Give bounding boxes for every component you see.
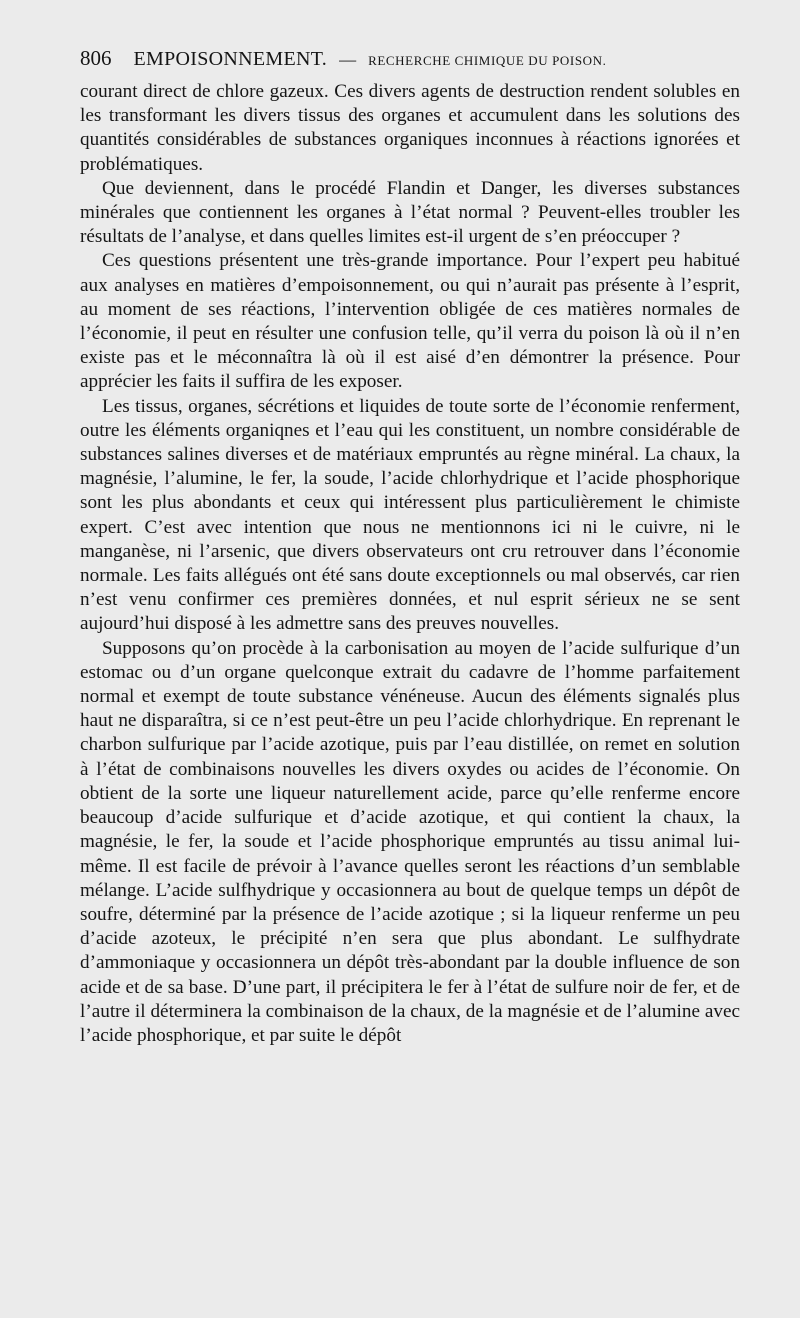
paragraph: Supposons qu’on procède à la carbonisation au moyen de l’acide sulfurique d’un estomac ou d’un organe quelconque extrait du cadavre de l’homme parfaitement normal et exempt de toute substance vénéneuse. Aucun des éléments signalés plus haut ne disparaîtra, si ce n’est peut-être un peu l’acide chlorhydrique. En reprenant le charbon sulfurique par l’acide azotique, puis par l’eau distillée, on remet en solution à l’état de combinaisons nouvelles les divers oxydes ou acides de l’économie. On obtient de la sorte une liqueur naturellement acide, parce qu’elle renferme encore beaucoup d’acide sulfurique et d’acide azotique, et qui contient la chaux, la magnésie, le fer, la soude et l’acide phosphorique empruntés au tissu animal lui-même. Il est facile de prévoir à l’avance quelles seront les réactions d’un semblable mélange. L’acide sulfhydrique y occasionnera au bout de quelque temps un dépôt de soufre, déterminé par la présence de l’acide azotique ; si la liqueur renferme un peu d’acide azoteux, le précipité n’en sera que plus abondant. Le sulfhydrate d’ammoniaque y occasionnera un dépôt très-abondant par la double influence de son acide et de sa base. D’une part, il précipitera le fer à l’état de sulfure noir de fer, et de l’autre il déterminera la combinaison de la chaux, de la magnésie et de l’alumine avec l’acide phosphorique, et par suite le dépôt: [80, 637, 740, 1046]
running-subtitle: RECHERCHE CHIMIQUE DU POISON.: [368, 53, 607, 68]
paragraph: Ces questions présentent une très-grande importance. Pour l’expert peu habitué aux analyses en matières d’empoisonnement, ou qui n’aurait pas présente à l’esprit, au moment de ses réactions, l’intervention obligée de ces matières normales de l’économie, il peut en résulter une confusion telle, qu’il verra du poison là où il n’en existe pas et le méconnaîtra là où il est aisé d’en démontrer la présence. Pour apprécier les faits il suffira de les exposer.: [80, 250, 740, 393]
paragraph: Que deviennent, dans le procédé Flandin et Danger, les diverses substances minérales que contiennent les organes à l’état normal ? Peuvent-elles troubler les résultats de l’analyse, et dans quelles limites est-il urgent de s’en préoccuper ?: [80, 177, 740, 248]
paragraph-continued: courant direct de chlore gazeux. Ces divers agents de destruction rendent solubles en les transformant les divers tissus des organes et accumulent dans les solutions des quantités considérables de substances organiques inconnues à réactions ignorées et problématiques.: [80, 81, 740, 175]
body-text: [80, 80, 740, 1048]
header-dash: —: [339, 50, 357, 69]
page-number: 806: [80, 46, 112, 70]
paragraph: Les tissus, organes, sécrétions et liquides de toute sorte de l’économie renferment, outre les éléments organiqnes et l’eau qui les constituent, un nombre considérable de substances salines diverses et de matériaux empruntés au règne minéral. La chaux, la magnésie, l’alumine, le fer, la soude, l’acide chlorhydrique et l’acide phosphorique sont les plus abondants et ceux qui intéressent plus particulièrement le chimiste expert. C’est avec intention que nous ne mentionnons ici ni le cuivre, ni le manganèse, ni l’arsenic, que divers observateurs ont cru retrouver dans l’économie normale. Les faits allégués ont été sans doute exceptionnels ou mal observés, car rien n’est venu confirmer ces premières données, et nul esprit sérieux ne se sent aujourd’hui disposé à les admettre sans des preuves nouvelles.: [80, 395, 740, 635]
running-title: EMPOISONNEMENT.: [133, 48, 328, 70]
running-header: [80, 46, 740, 76]
